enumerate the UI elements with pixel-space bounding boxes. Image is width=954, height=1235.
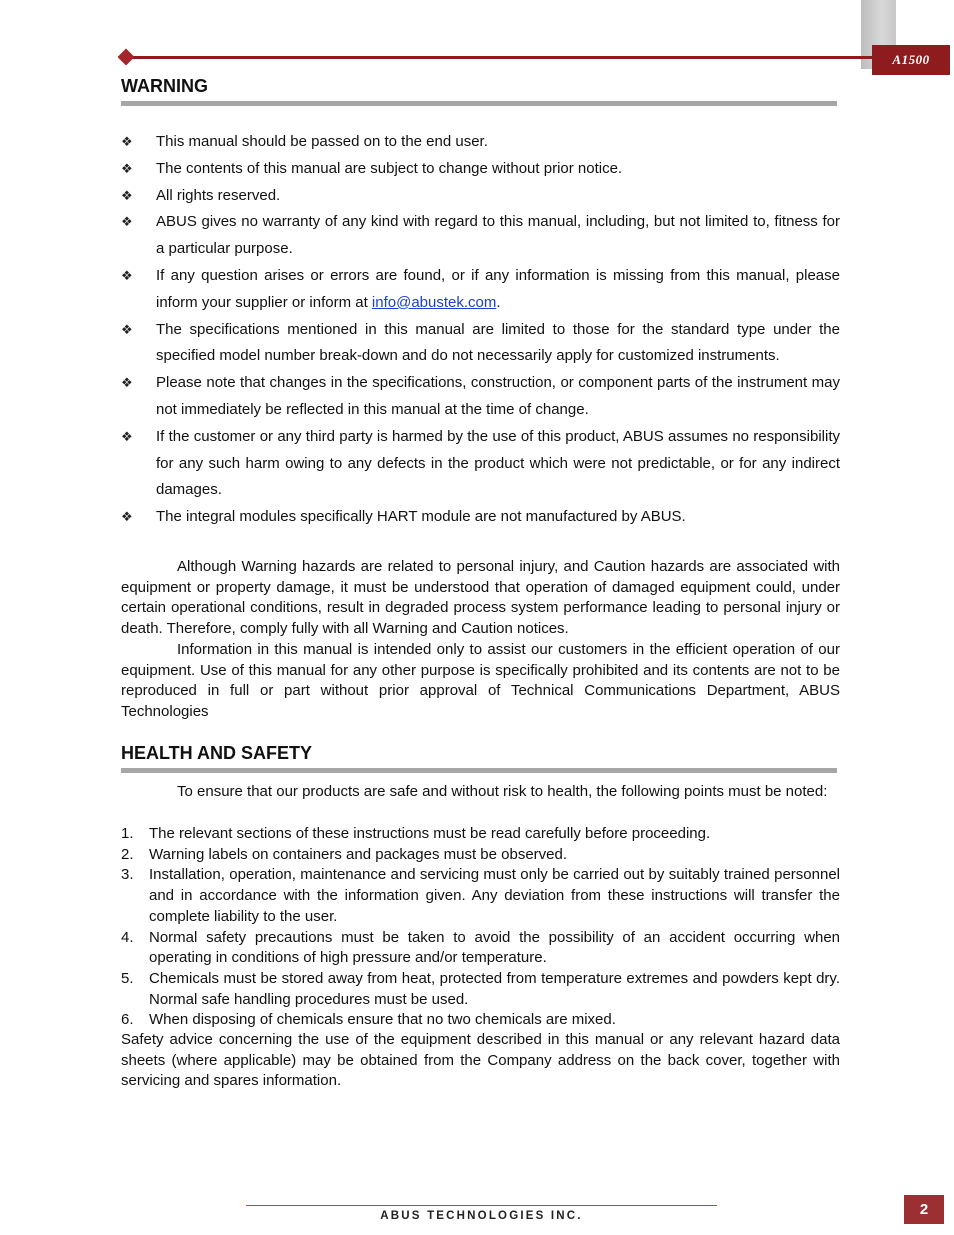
- list-item: 3. Installation, operation, maintenance and servicing must only be carried out by suitably trained personnel and in accordance with the information given. Any deviation from these instructions will transfer the complete liability to the user.: [121, 866, 840, 925]
- list-item: ❖ If the customer or any third party is harmed by the use of this product, ABUS assumes no responsibility for any such harm owing to any defects in the product which were not predictable, or for any indirect damages.: [121, 424, 840, 504]
- footer-rule: [246, 1205, 717, 1206]
- list-item: 2. Warning labels on containers and packages must be observed.: [121, 845, 568, 863]
- health-heading-rule: [121, 768, 837, 773]
- list-item: ❖ The contents of this manual are subject to change without prior notice.: [121, 156, 840, 183]
- list-item: ❖ All rights reserved.: [121, 183, 840, 210]
- list-item: ❖ If any question arises or errors are found, or if any information is missing from this manual, please inform your supplier or inform at info@abustek.com.: [121, 263, 840, 317]
- list-item: ❖ ABUS gives no warranty of any kind with regard to this manual, including, but not limited to, fitness for a particular purpose.: [121, 209, 840, 263]
- warning-paragraph: Although Warning hazards are related to personal injury, and Caution hazards are associated with equipment or property damage, it must be understood that operation of damaged equipment could, under certain operational conditions, result in degraded process system performance leading to personal injury or death. Therefore, comply fully with all Warning and Caution notices.: [121, 558, 840, 638]
- diamond-dots-bullet-icon: ❖: [121, 187, 133, 203]
- diamond-dots-bullet-icon: ❖: [121, 134, 133, 149]
- diamond-dots-bullet-icon: ❖: [121, 428, 133, 444]
- health-intro: To ensure that our products are safe and without risk to health, the following points must be noted:: [177, 783, 828, 800]
- list-item: ❖ This manual should be passed on to the end user.: [121, 129, 840, 156]
- diamond-dots-bullet-icon: ❖: [121, 267, 133, 283]
- list-item: ❖ The specifications mentioned in this manual are limited to those for the standard type under the specified model number break-down and do not necessarily apply for customized instruments.: [121, 317, 840, 371]
- warning-paragraph: Information in this manual is intended only to assist our customers in the efficient operation of our equipment. Use of this manual for any other purpose is specifically prohibited and its contents are not to be reproduced in full or part without prior approval of Technical Communications Department, ABUS Technologies: [121, 640, 840, 720]
- list-item: 4. Normal safety precautions must be taken to avoid the possibility of an accident occurring when operating in conditions of high pressure and/or temperature.: [121, 928, 840, 967]
- model-badge: A1500: [872, 45, 950, 75]
- list-item: ❖ The integral modules specifically HART module are not manufactured by ABUS.: [121, 504, 840, 531]
- diamond-dots-bullet-icon: ❖: [121, 160, 133, 176]
- header-rule: [128, 56, 872, 59]
- diamond-dots-bullet-icon: ❖: [121, 214, 133, 230]
- warning-heading-rule: [121, 101, 837, 106]
- warning-bullet-list: [121, 129, 840, 531]
- health-closing: Safety advice concerning the use of the equipment described in this manual or any relevant hazard data sheets (where applicable) may be obtained from the Company address on the back cover, together with servicing and spares information.: [121, 1031, 840, 1090]
- diamond-dots-bullet-icon: ❖: [121, 509, 133, 525]
- footer-company: ABUS TECHNOLOGIES INC.: [380, 1210, 583, 1222]
- list-item: ❖ Please note that changes in the specifications, construction, or component parts of the instrument may not immediately be reflected in this manual at the time of change.: [121, 370, 840, 424]
- list-item: 6. When disposing of chemicals ensure that no two chemicals are mixed.: [121, 1011, 616, 1029]
- email-link[interactable]: info@abustek.com: [371, 293, 497, 311]
- health-numbered-list: [121, 824, 840, 1031]
- warning-heading: WARNING: [121, 76, 208, 96]
- list-item: 5. Chemicals must be stored away from heat, protected from temperature extremes and powders kept dry. Normal safe handling procedures must be used.: [121, 969, 840, 1008]
- page-number: 2: [904, 1195, 944, 1224]
- diamond-dots-bullet-icon: ❖: [121, 321, 133, 337]
- diamond-marker-icon: [118, 49, 135, 66]
- health-heading: HEALTH AND SAFETY: [121, 743, 312, 763]
- list-item: 1. The relevant sections of these instructions must be read carefully before proceeding.: [121, 825, 711, 842]
- warning-paragraphs: [121, 557, 840, 723]
- diamond-dots-bullet-icon: ❖: [121, 375, 133, 391]
